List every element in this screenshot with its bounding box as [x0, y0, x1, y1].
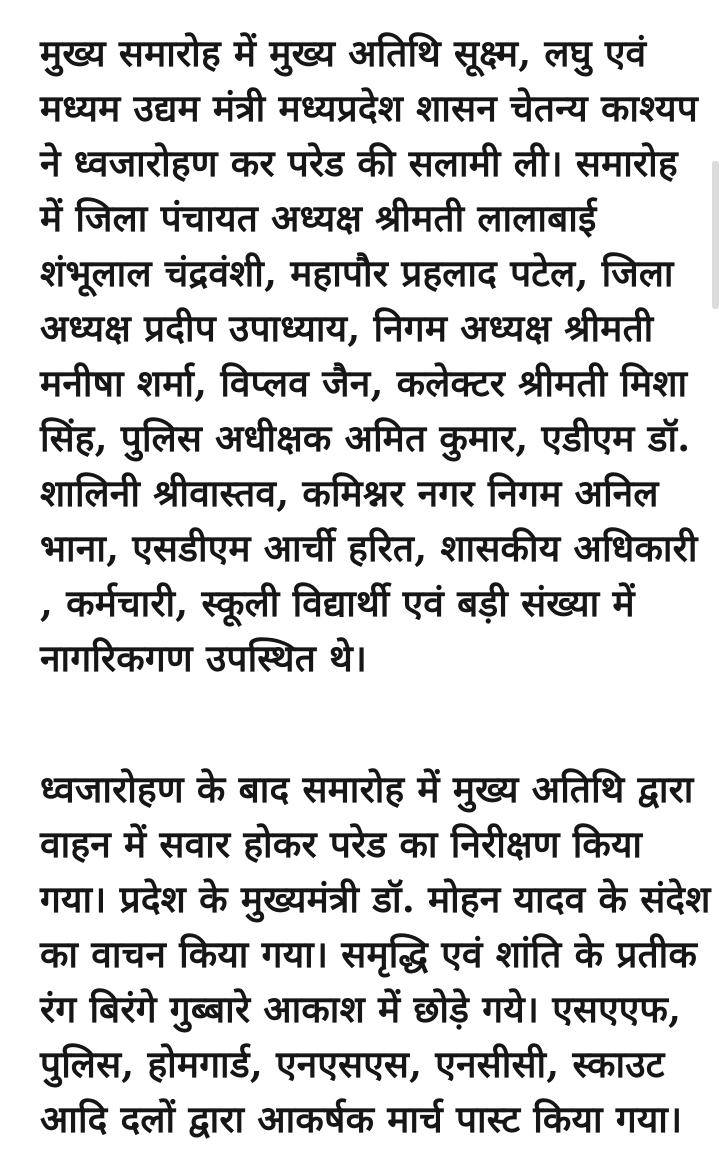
text-line: ध्वजारोहण के बाद समारोह में मुख्य अतिथि द्वारा [40, 767, 694, 811]
text-line: रंग बिरंगे गुब्बारे आकाश में छोड़े गये। एसएएफ, [40, 987, 682, 1031]
text-line: भाना, एसडीएम आर्ची हरित, शासकीय अधिकारी [40, 526, 698, 570]
scrollbar-thumb[interactable] [712, 161, 719, 309]
text-line: गया। प्रदेश के मुख्यमंत्री डॉ. मोहन यादव के संदेश [40, 877, 711, 921]
text-line: पुलिस, होमगार्ड, एनएसएस, एनसीसी, स्काउट [40, 1042, 665, 1086]
text-line: मुख्य समारोह में मुख्य अतिथि सूक्ष्म, लघु एवं [40, 31, 647, 75]
text-line: मनीषा शर्मा, विप्लव जैन, कलेक्टर श्रीमती मिशा [40, 361, 688, 405]
text-line: नागरिकगण उपस्थित थे। [40, 636, 368, 680]
text-line: वाहन में सवार होकर परेड का निरीक्षण किया [40, 822, 643, 866]
text-line: ने ध्वजारोहण कर परेड की सलामी ली। समारोह [40, 141, 678, 185]
text-line: , कर्मचारी, स्कूली विद्यार्थी एवं बड़ी संख्या में [40, 581, 635, 625]
text-line: का वाचन किया गया। समृद्धि एवं शांति के प्रतीक [40, 932, 698, 976]
text-line: शंभूलाल चंद्रवंशी, महापौर प्रहलाद पटेल, जिला [40, 251, 674, 295]
text-line: आदि दलों द्वारा आकर्षक मार्च पास्ट किया गया। [40, 1097, 683, 1141]
article-paragraph-2 [40, 762, 716, 1147]
text-line: सिंह, पुलिस अधीक्षक अमित कुमार, एडीएम डॉ. [40, 416, 691, 460]
news-article-body [40, 26, 716, 1147]
article-paragraph-1 [40, 26, 716, 686]
text-line: में जिला पंचायत अध्यक्ष श्रीमती लालाबाई [40, 196, 597, 240]
scrollbar-track [712, 0, 720, 1168]
text-line: अध्यक्ष प्रदीप उपाध्याय, निगम अध्यक्ष श्रीमती [40, 306, 654, 350]
text-line: मध्यम उद्यम मंत्री मध्यप्रदेश शासन चेतन्य काश्यप [40, 86, 698, 130]
text-line: शालिनी श्रीवास्तव, कमिश्नर नगर निगम अनिल [40, 471, 659, 515]
